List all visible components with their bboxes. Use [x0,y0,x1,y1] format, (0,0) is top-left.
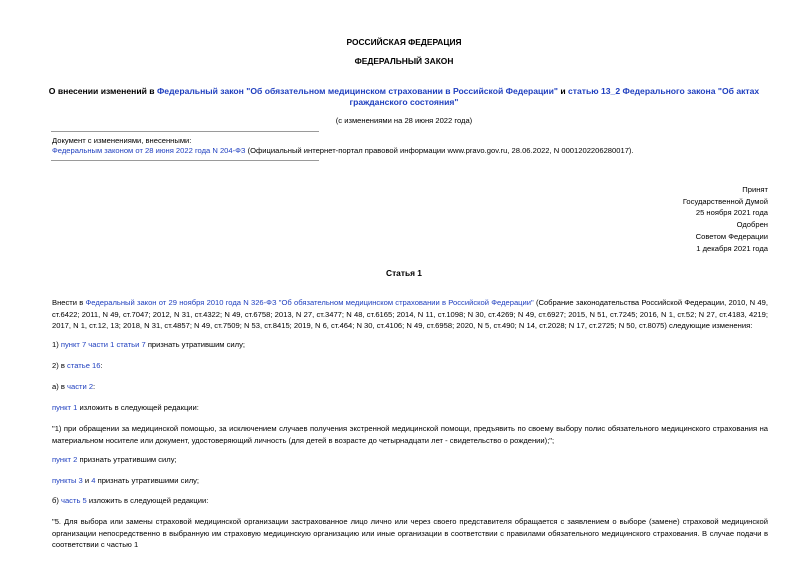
points-3-4 [52,475,768,487]
point-3-link[interactable]: пункты 3 [52,476,83,485]
divider-bottom [51,160,319,161]
item-b-rest: изложить в следующей редакции: [86,496,209,505]
title-link-oms-law[interactable]: Федеральный закон "Об обязательном медицинском страховании в Российской Федерации" [156,86,558,96]
amendment-line [52,146,634,155]
point-1 [52,402,768,414]
item-b-link[interactable]: часть 5 [61,496,87,505]
item-b [52,495,768,507]
item-2a-rest: : [93,382,96,391]
item-2 [52,360,768,372]
approved-label: Одобрен [736,220,768,230]
item-2-link[interactable]: статье 16 [67,361,101,370]
point-2 [52,454,768,466]
amendment-law-link[interactable]: Федеральным законом от 28 июня 2022 года N 204-ФЗ [52,146,246,155]
title-mid: и [557,86,568,96]
edition-note: (с изменениями на 28 июня 2022 года) [335,116,473,125]
item-1-prefix: 1) [52,340,61,349]
intro-rest: (Собрание законодательства Российской Федерации, 2010, N 49, ст.6422; 2011, N 49, ст.7047; 2012, N 31, ст.4322; N 49, ст.6758; 2013, N 27, ст.3477; N 48, ст.6165; 2014, N 11, ст.1098; N 30, ст.4269; N 49, ст.6927; 2015, N 51, ст.7245; 2016, N 1, ст.52; N 27, ст.4183, 4219; 2017, N 1, ст.12, 13; 2018, N 31, ст.4857; N 49, ст.7509; N 53, ст.8415; 2019, N 6, ст.464; N 30, ст.4106; N 49, ст.6958; 2020, N 5, ст.490; N 14, ст.2028; N 17, ст.2725; N 50, ст.8075) следующие изменения: [52,298,768,331]
item-1-rest: признать утратившим силу; [145,340,246,349]
title-link-article-13-2[interactable]: статью 13_2 Федерального закона "Об актах гражданского состояния" [349,86,760,107]
intro-law-link[interactable]: Федеральный закон от 29 ноября 2010 года N 326-ФЗ "Об обязательном медицинском страховании в Российской Федерации" [85,298,534,307]
article-heading: Статья 1 [386,268,422,278]
quote-1: "1) при обращении за медицинской помощью, за исключением случаев получения экстренной медицинской помощи, предъявить по своему выбору полис обязательного медицинского страхования на материальном носителе или документ, удостоверяющий личность (для детей в возрасте до четырнадцати лет - свидетельство о рождении);"; [52,424,768,445]
point-1-link[interactable]: пункт 1 [52,403,78,412]
item-1 [52,339,768,351]
article-intro [52,297,768,332]
item-b-prefix: б) [52,496,61,505]
accepted-label: Принят [742,185,768,194]
item-2a-prefix: а) в [52,382,68,391]
duma-label: Государственной Думой [682,196,768,206]
amendment-source: (Официальный интернет-портал правовой информации www.pravo.gov.ru, 28.06.2022, N 0001202206280017). [245,146,634,155]
points-3-4-mid: и [82,476,92,485]
council-label: Советом Федерации [695,231,768,241]
duma-date: 25 ноября 2021 года [695,208,768,218]
quote-2: "5. Для выбора или замены страховой медицинской организации застрахованное лицо лично или через своего представителя обращается с заявлением о выборе (замене) страховой медицинской организации непосредственно в выбранную им страховую медицинскую организацию или иные организации в соответствии с правилами обязательного медицинского страхования. В случае подачи в соответствии с частью 1 [52,517,768,550]
divider-top [51,131,319,132]
council-date: 1 декабря 2021 года [696,243,768,253]
point-4-link[interactable]: 4 [91,476,96,485]
point-2-link[interactable]: пункт 2 [52,455,78,464]
adoption-block [683,184,768,254]
point-2-rest: признать утратившим силу; [77,455,177,464]
item-2a-link[interactable]: части 2 [67,382,94,391]
item-2-prefix: 2) в [52,361,68,370]
item-2a [52,381,768,393]
country-heading: РОССИЙСКАЯ ФЕДЕРАЦИЯ [346,37,462,47]
intro-prefix: Внести в [52,298,86,307]
amendment-label: Документ с изменениями, внесенными: [52,136,192,145]
law-title [48,86,760,107]
item-1-link[interactable]: пункт 7 части 1 статьи 7 [60,340,146,349]
title-prefix: О внесении изменений в [48,86,157,96]
point-1-rest: изложить в следующей редакции: [77,403,199,412]
points-3-4-rest: признать утратившими силу; [95,476,200,485]
law-type-heading: ФЕДЕРАЛЬНЫЙ ЗАКОН [354,56,454,66]
item-2-rest: : [100,361,103,370]
